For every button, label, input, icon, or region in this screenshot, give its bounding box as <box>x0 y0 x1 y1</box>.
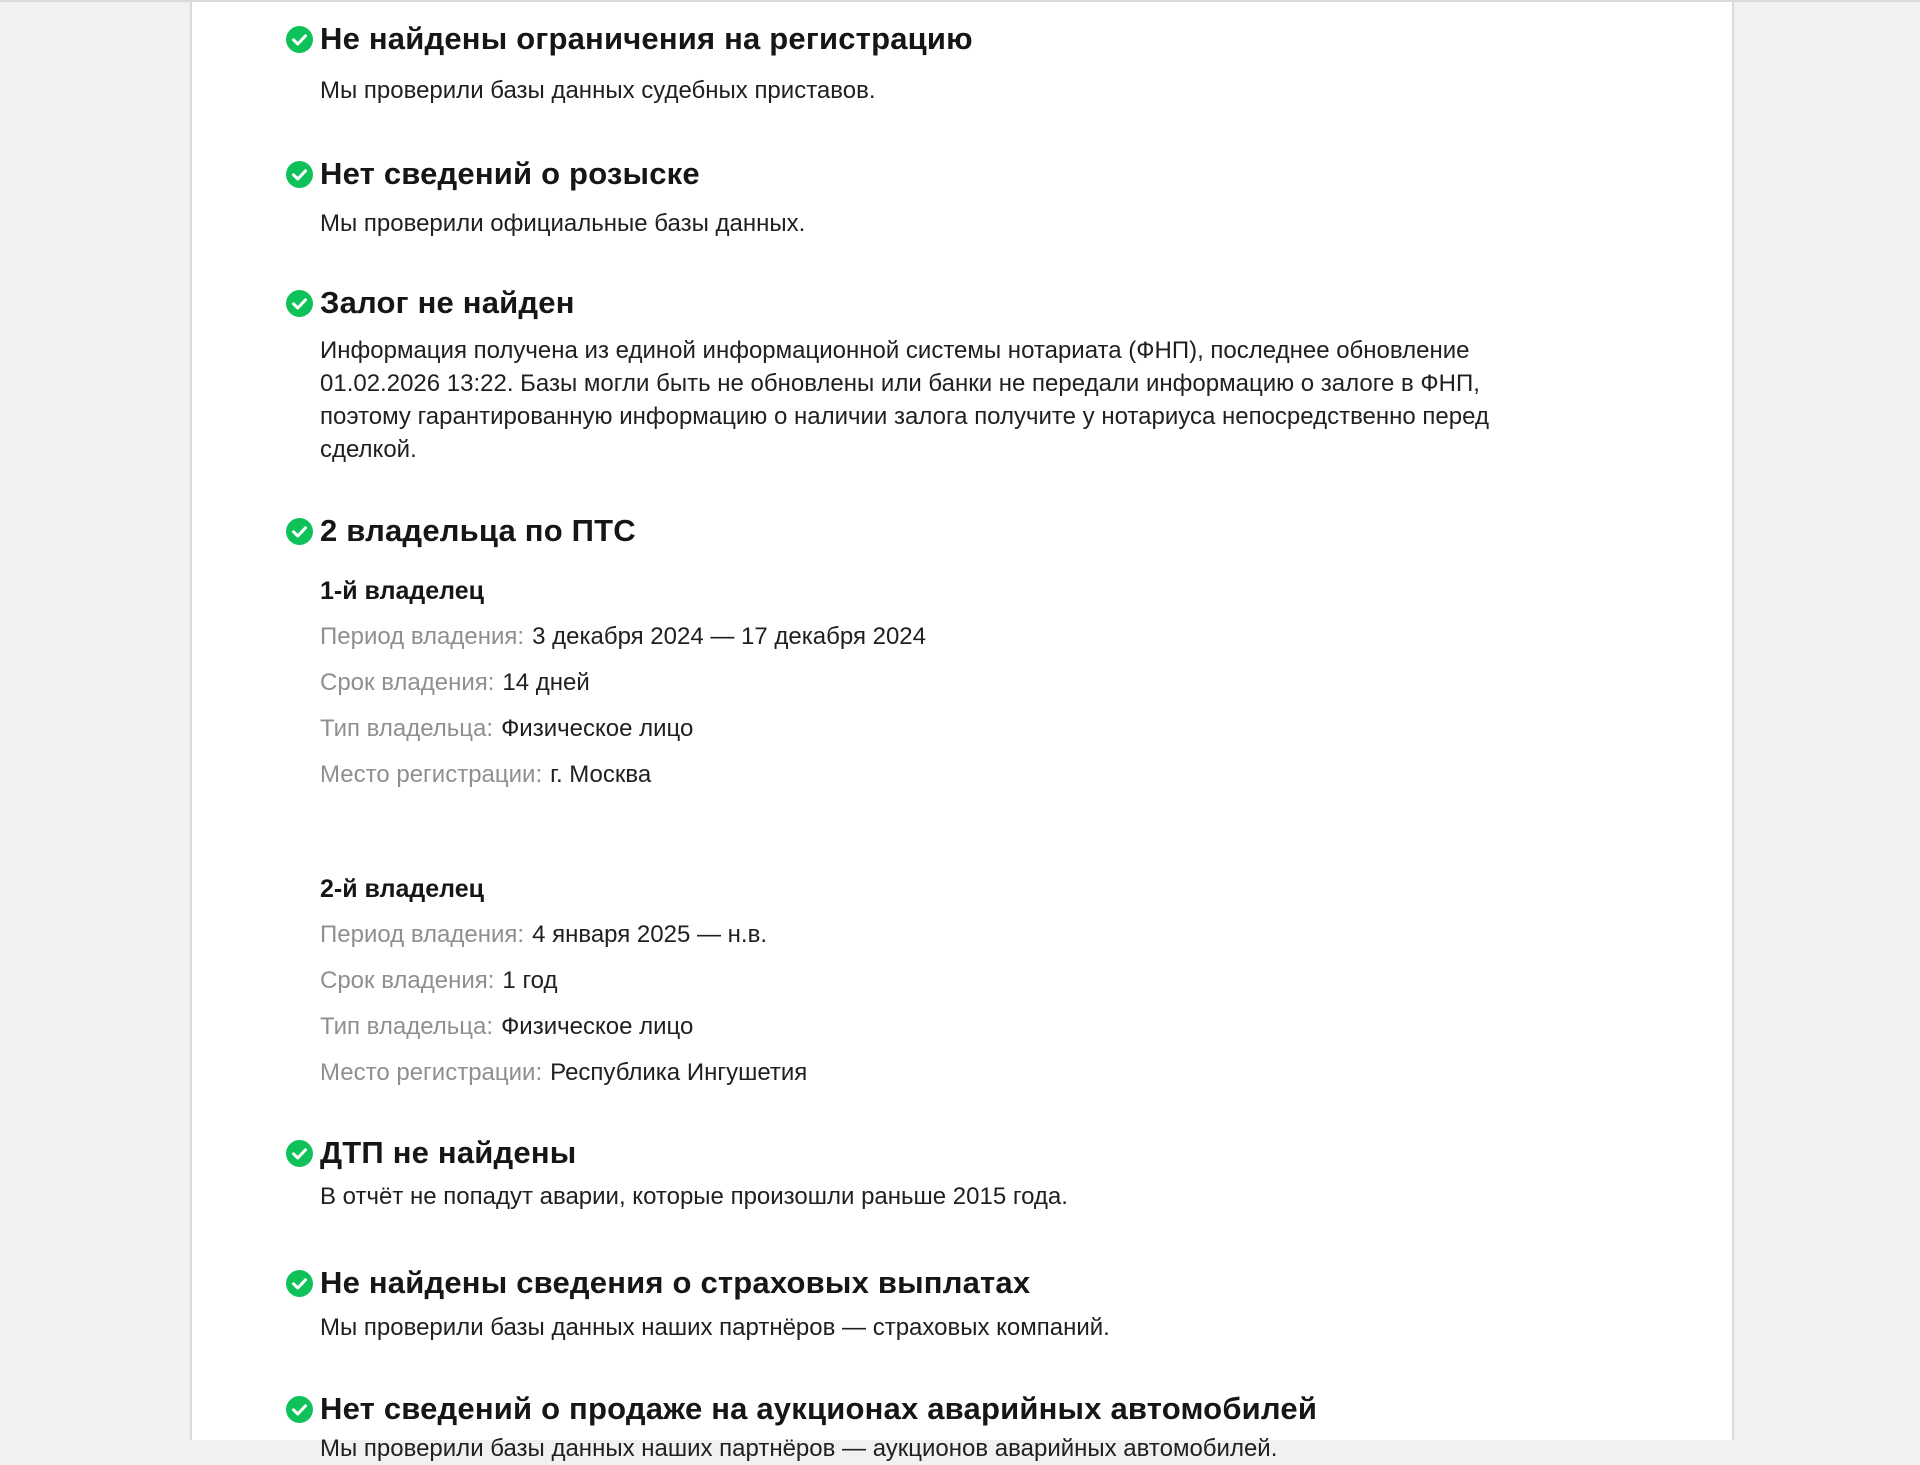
owner-row-value: Республика Ингушетия <box>550 1059 808 1086</box>
section-title: Нет сведений о продаже на аукционах аварийных автомобилей <box>320 1391 1318 1426</box>
owner-row-value: 4 января 2025 — н.в. <box>532 921 767 948</box>
owner-block-2 <box>192 874 1732 1088</box>
owner-row-label: Период владения: <box>320 623 525 650</box>
owner-row-value: Физическое лицо <box>501 715 694 742</box>
section-title: ДТП не найдены <box>320 1135 577 1170</box>
owner-row-value: Физическое лицо <box>501 1013 694 1040</box>
check-circle-icon <box>286 518 313 545</box>
owner-row-value: г. Москва <box>550 761 652 788</box>
owner-row-label: Период владения: <box>320 921 525 948</box>
section-wanted-status <box>192 155 1732 240</box>
check-circle-icon <box>286 1140 313 1167</box>
section-title: Нет сведений о розыске <box>320 156 700 191</box>
section-description: Информация получена из единой информационной системы нотариата (ФНП), последнее обновление 01.02.2026 13:22. Базы могли быть не обновлены или банки не передали информацию о залоге в ФНП, поэтому гарантированную информацию о наличии залога получите у нотариуса непосредственно перед сделкой. <box>320 337 1489 463</box>
check-circle-icon <box>286 1270 313 1297</box>
section-title: Залог не найден <box>320 285 575 320</box>
owner-block-1 <box>192 576 1732 790</box>
section-damage-auctions <box>192 1390 1732 1465</box>
owner-row-value: 14 дней <box>502 669 590 696</box>
owner-row-owner-type <box>320 1012 1732 1042</box>
section-title: Не найдены сведения о страховых выплатах <box>320 1265 1031 1300</box>
section-description: Мы проверили базы данных наших партнёров — страховых компаний. <box>320 1314 1110 1341</box>
owner-row-label: Тип владельца: <box>320 1013 494 1040</box>
owner-row-label: Срок владения: <box>320 967 495 994</box>
check-circle-icon <box>286 161 313 188</box>
owner-heading: 1-й владелец <box>320 577 484 605</box>
owner-heading: 2-й владелец <box>320 875 484 903</box>
section-insurance-payouts <box>192 1264 1732 1344</box>
section-description: Мы проверили официальные базы данных. <box>320 210 806 237</box>
check-circle-icon <box>286 1396 313 1423</box>
owner-row-ownership-period <box>320 622 1732 652</box>
section-accidents <box>192 1134 1732 1213</box>
owner-row-label: Место регистрации: <box>320 761 543 788</box>
owner-row-registration-place <box>320 760 1732 790</box>
owner-row-label: Место регистрации: <box>320 1059 543 1086</box>
section-description: В отчёт не попадут аварии, которые произошли раньше 2015 года. <box>320 1183 1068 1210</box>
owner-row-owner-type <box>320 714 1732 744</box>
section-registration-restrictions <box>192 20 1732 107</box>
owner-row-ownership-duration <box>320 668 1732 698</box>
section-description: Мы проверили базы данных судебных приставов. <box>320 77 876 104</box>
owner-row-ownership-duration <box>320 966 1732 996</box>
section-pledge <box>192 284 1732 466</box>
check-circle-icon <box>286 26 313 53</box>
check-circle-icon <box>286 290 313 317</box>
section-description: Мы проверили базы данных наших партнёров — аукционов аварийных автомобилей. <box>320 1435 1278 1462</box>
owner-row-label: Тип владельца: <box>320 715 494 742</box>
owner-row-ownership-period <box>320 920 1732 950</box>
owner-row-registration-place <box>320 1058 1732 1088</box>
section-title: Не найдены ограничения на регистрацию <box>320 21 973 56</box>
section-pts-owners <box>192 512 1732 550</box>
owner-row-value: 1 год <box>502 967 558 994</box>
owner-row-label: Срок владения: <box>320 669 495 696</box>
section-title: 2 владельца по ПТС <box>320 513 636 548</box>
owner-row-value: 3 декабря 2024 — 17 декабря 2024 <box>532 623 927 650</box>
vehicle-report-card <box>190 2 1734 1462</box>
